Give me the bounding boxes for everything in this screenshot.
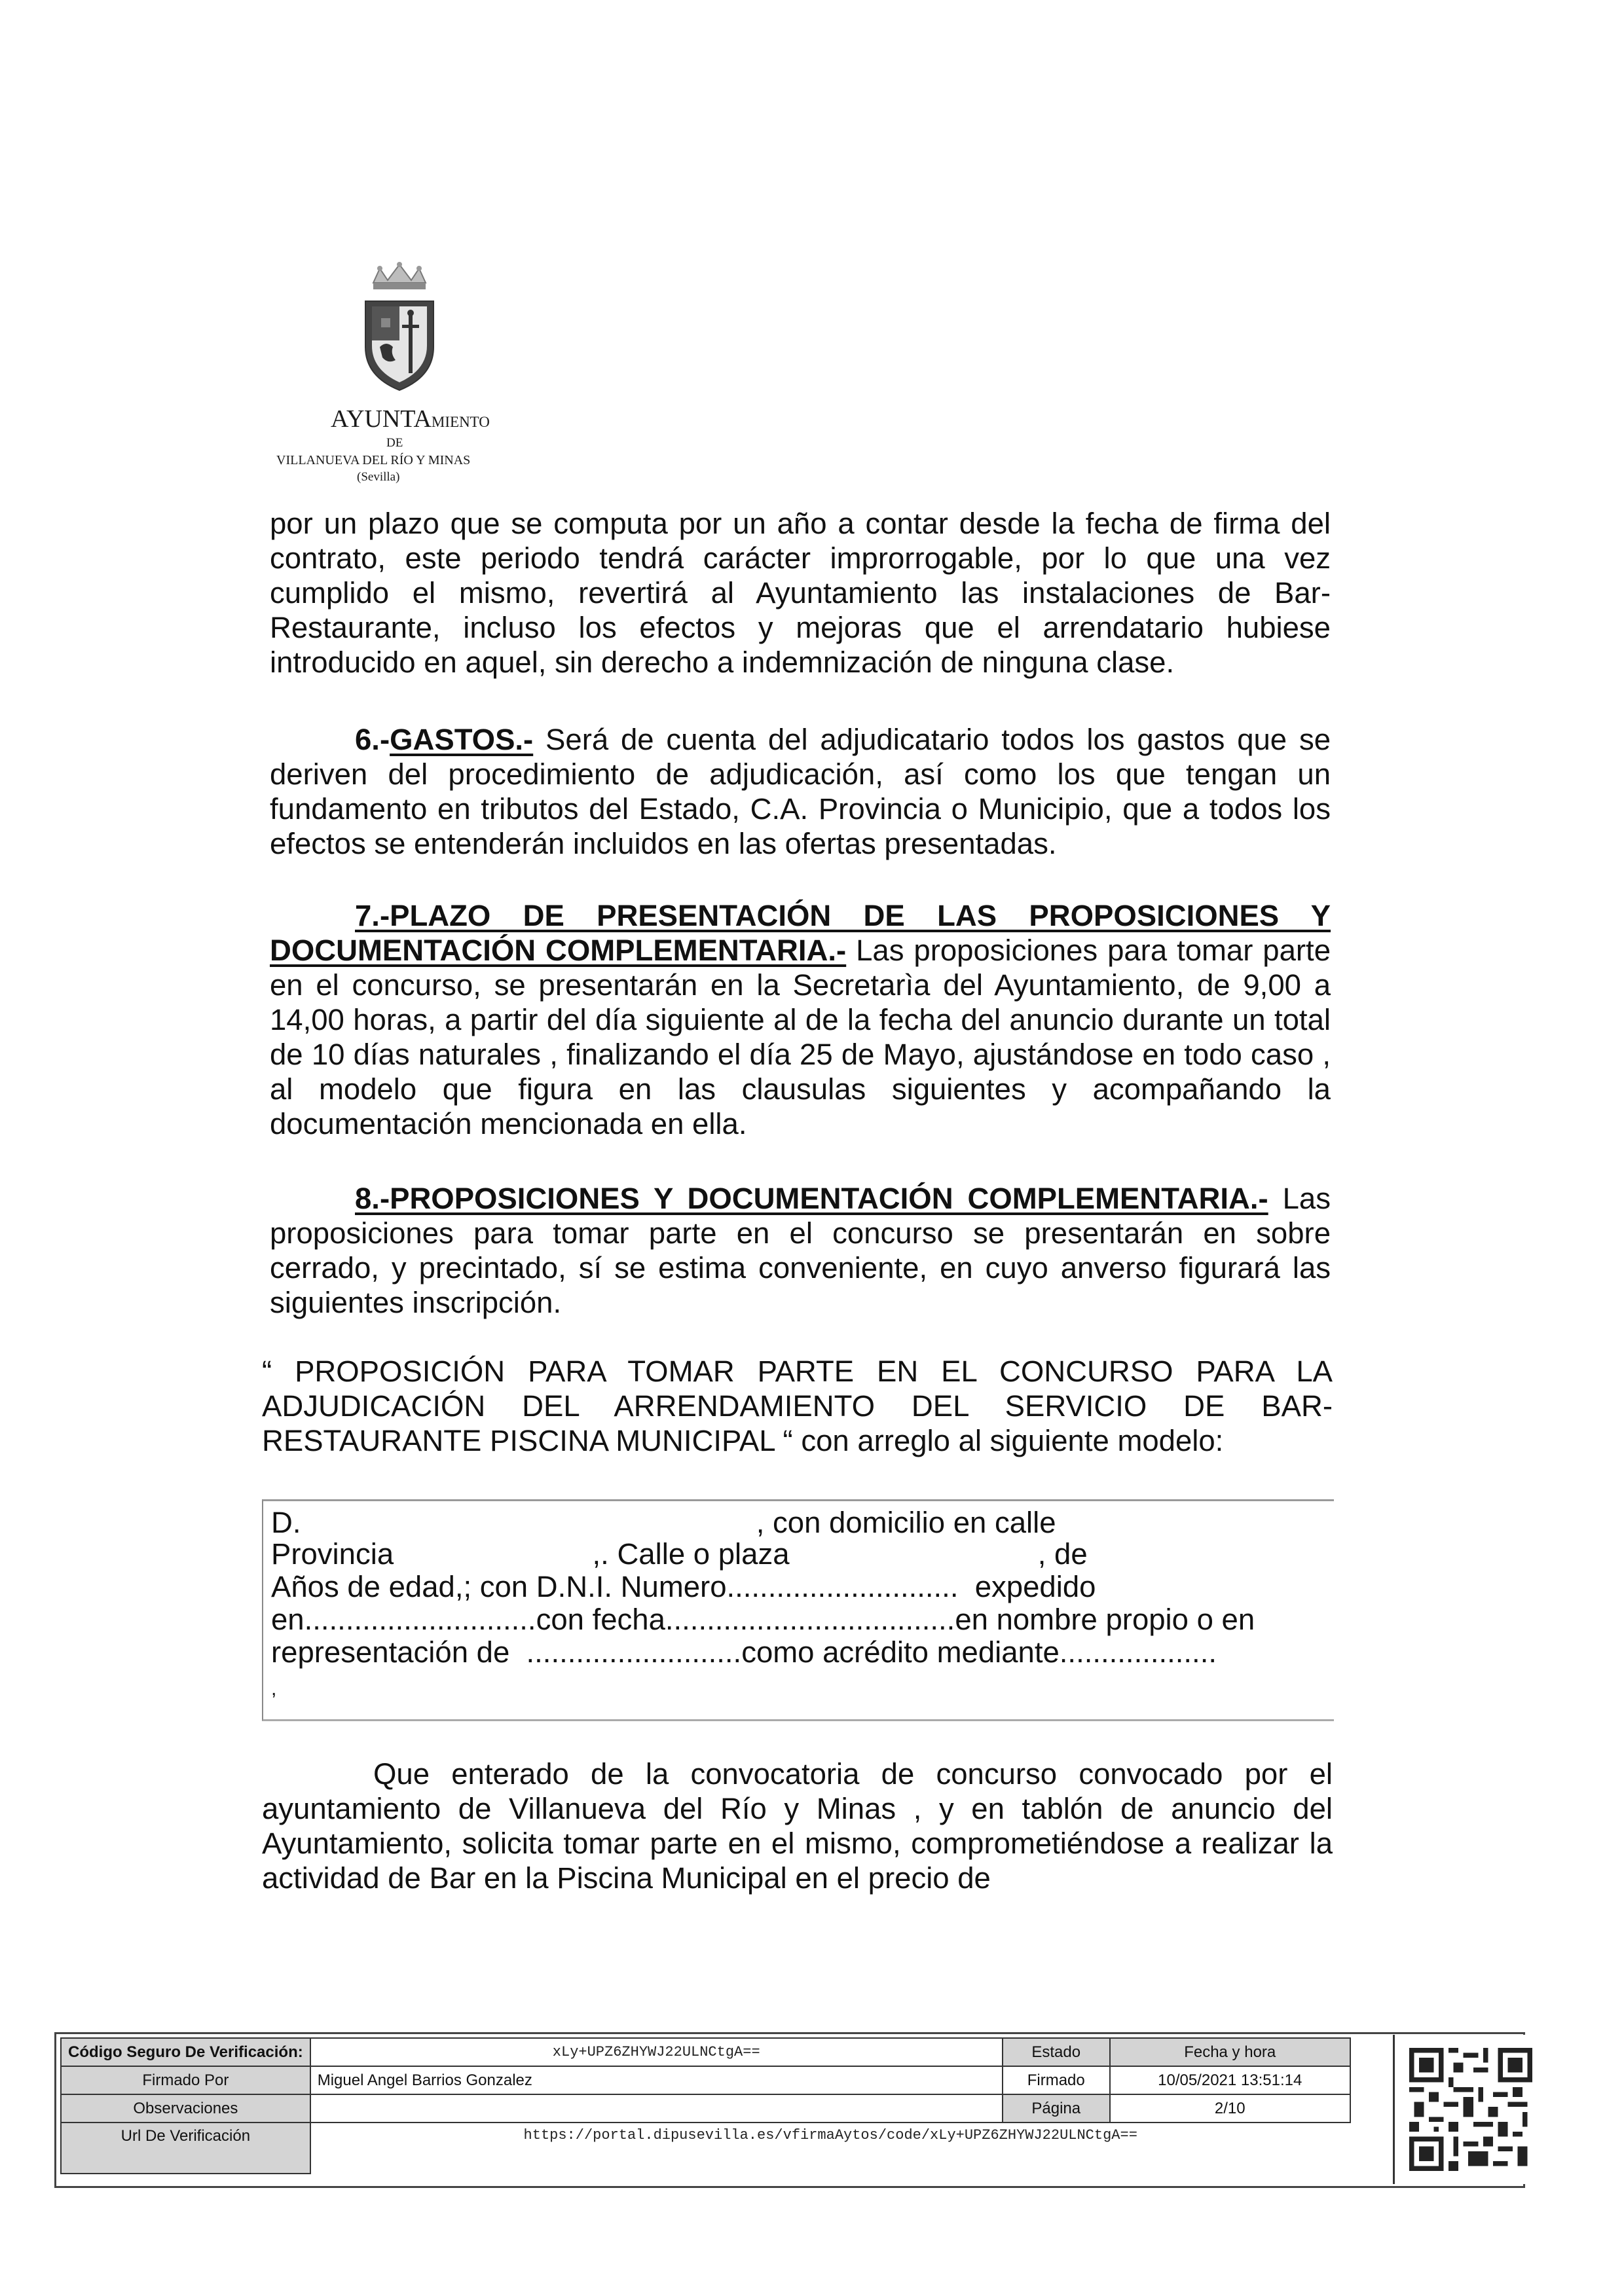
- section-7-text: Las proposiciones para tomar parte en el concurso, se presentarán en la Secretarìa del Ayuntamiento, de 9,00 a 14,00 horas, a partir del día siguiente al de la fecha del anuncio durante un total de 10 días naturales , finalizando el día 25 de Mayo, ajustándose en todo caso , al modelo que figura en las clausulas siguientes y acompañando la documentación mencionada en ella.: [270, 934, 1331, 1140]
- closing-paragraph: [262, 1757, 1333, 1895]
- letterhead: [268, 262, 544, 498]
- section-6-gastos: [270, 722, 1331, 861]
- letterhead-title: AYUNTAMIENTO: [331, 405, 490, 433]
- closing-text: Que enterado de la convocatoria de concurso convocado por el ayuntamiento de Villanueva del Río y Minas , y en tablón de anuncio del Ayuntamiento, solicita tomar parte en el mismo, comprometiéndose a realizar la actividad de Bar en la Piscina Municipal en el precio de: [262, 1757, 1333, 1895]
- section-7-heading: 7.-PLAZO DE PRESENTACIÓN DE LAS PROPOSICIONES Y DOCUMENTACIÓN COMPLEMENTARIA.-: [270, 899, 1331, 967]
- url-label: Url De Verificación: [61, 2123, 310, 2174]
- section-6-heading: GASTOS.-: [390, 723, 534, 756]
- signed-by-label: Firmado Por: [61, 2066, 310, 2094]
- form-line-comma: ,: [271, 1678, 277, 1700]
- page-value: 2/10: [1110, 2094, 1350, 2123]
- qr-frame: [1393, 2035, 1526, 2184]
- observations-label: Observaciones: [61, 2094, 310, 2123]
- section-8-proposiciones: [270, 1181, 1331, 1320]
- section-6-text: Será de cuenta del adjudicatario todos los gastos que se deriven del procedimiento de adjudicación, así como los que tengan un fundamento en tributos del Estado, C.A. Provincia o Municipio, que a todos los efectos se entenderán incluidos en las ofertas presentadas.: [270, 723, 1331, 860]
- datetime-value: 10/05/2021 13:51:14: [1110, 2066, 1350, 2094]
- coat-of-arms-icon: [354, 262, 445, 393]
- page-label: Página: [1003, 2094, 1110, 2123]
- intro-paragraph: por un plazo que se computa por un año a contar desde la fecha de firma del contrato, este periodo tendrá carácter improrrogable, por lo que una vez cumplido el mismo, revertirá al Ayuntamiento las instalaciones de Bar-Restaurante, incluso los efectos y mejoras que el arrendatario hubiese introducido en aquel, sin derecho a indemnización de ninguna clase.: [270, 507, 1331, 679]
- proposal-title-tail: con arreglo al siguiente modelo:: [792, 1424, 1224, 1457]
- section-8-text: Las proposiciones para tomar parte en el concurso se presentarán en sobre cerrado, y precintado, sí se estima conveniente, en cuyo anverso figurará las siguientes inscripción.: [270, 1182, 1331, 1319]
- observations-value: [310, 2094, 1003, 2123]
- datetime-label: Fecha y hora: [1110, 2038, 1350, 2066]
- section-8-heading: 8.-PROPOSICIONES Y DOCUMENTACIÓN COMPLEMENTARIA.-: [355, 1182, 1268, 1215]
- proposal-form-model: [262, 1499, 1334, 1721]
- section-7-plazo: [270, 898, 1331, 1141]
- form-line-name: D. , con domicilio en calle: [271, 1506, 1056, 1539]
- status-value: Firmado: [1003, 2066, 1110, 2094]
- letterhead-province: (Sevilla): [357, 470, 400, 484]
- qr-code-icon[interactable]: [1409, 2048, 1532, 2171]
- proposal-title: [262, 1354, 1333, 1458]
- status-label: Estado: [1003, 2038, 1110, 2066]
- form-line-representation: representación de ..........................como acrédito mediante...................: [271, 1635, 1217, 1669]
- signed-by-value: Miguel Angel Barrios Gonzalez: [310, 2066, 1003, 2094]
- proposal-title-caps: “ PROPOSICIÓN PARA TOMAR PARTE EN EL CONCURSO PARA LA ADJUDICACIÓN DEL ARRENDAMIENTO DEL SERVICIO DE BAR-RESTAURANTE PISCINA MUNICIPAL “: [262, 1355, 1333, 1457]
- form-line-issued: en............................con fecha...................................en nombre propio o en: [271, 1603, 1255, 1636]
- code-label: Código Seguro De Verificación:: [61, 2038, 310, 2066]
- letterhead-town: VILLANUEVA DEL RÍO Y MINAS: [276, 453, 471, 467]
- verification-table: [60, 2037, 1351, 2174]
- form-line-province: Provincia ,. Calle o plaza , de: [271, 1537, 1088, 1571]
- section-6-number: 6.-: [355, 723, 390, 756]
- code-value: xLy+UPZ6ZHYWJ22ULNCtgA==: [310, 2038, 1003, 2066]
- letterhead-de: DE: [386, 436, 403, 450]
- form-line-dni: Años de edad,; con D.N.I. Numero............................ expedido: [271, 1570, 1096, 1603]
- url-value[interactable]: https://portal.dipusevilla.es/vfirmaAytos/code/xLy+UPZ6ZHYWJ22ULNCtgA==: [523, 2127, 1137, 2143]
